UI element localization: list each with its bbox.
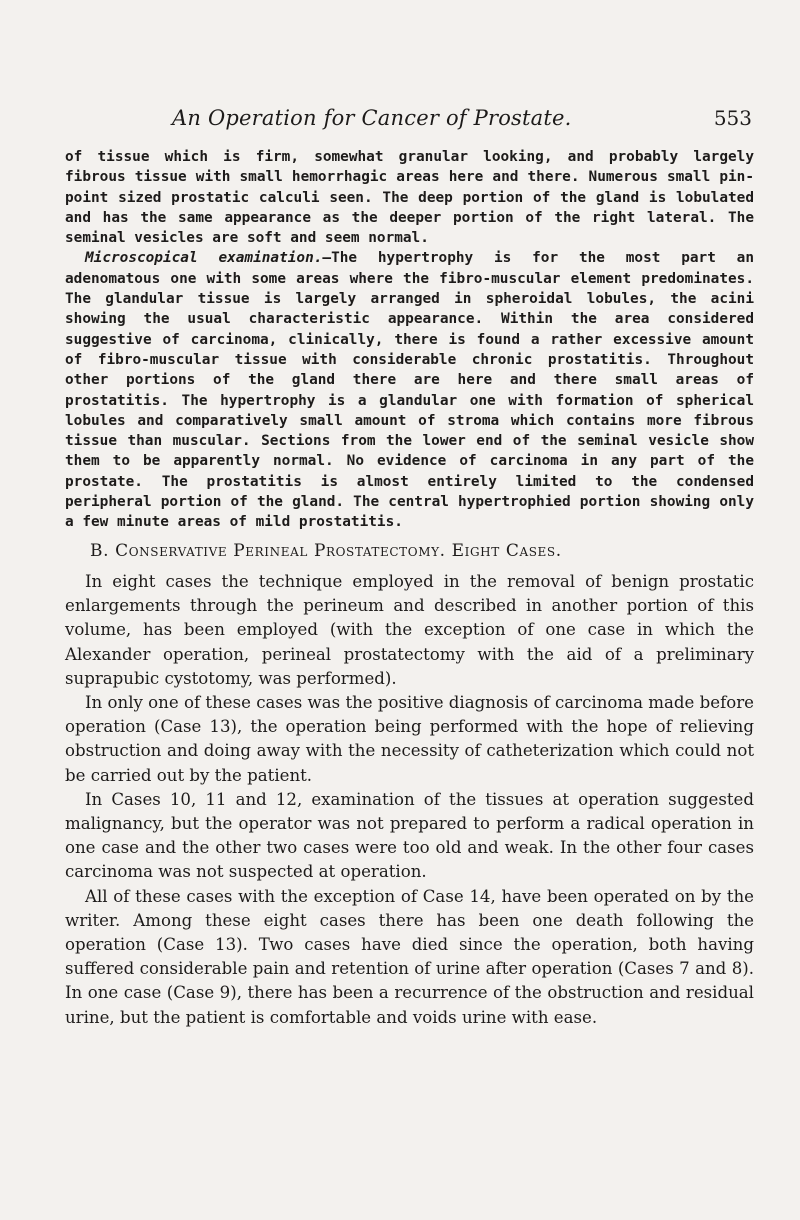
body-paragraph: In eight cases the technique employed in the removal of benign prostatic enlargements through the perineum and described in another portion of this volume, has been employed (with the exception of one case in which the Alexander operation, perineal prostatectomy with the aid of a preliminary suprapubic cystotomy, was performed). [65,572,754,688]
microscopical-text: —The hypertrophy is for the most part an adenomatous one with some areas where the fibro-muscular element predominates. The glandular tissue is largely arranged in spheroidal lobules, the acini showing the usual characteristic appearance. Within the area considered suggestive of carcinoma, clinically, there is found a rather excessive amount of fibro-muscular tissue with considerable chronic prostatitis. Throughout other portions of the gland there are here and there small areas of prostatitis. The hypertrophy is a glandular one with formation of spherical lobules and comparatively small amount of stroma which contains more fibrous tissue than muscular. Sections from the lower end of the seminal vesicle show them to be apparently normal. No evidence of carcinoma in any part of the prostate. The prostatitis is almost entirely limited to the condensed peripheral portion of the gland. The central hypertrophied portion showing only a few minute areas of mild prostatitis. [65,250,755,531]
case-report-continuation [65,147,754,533]
section-body [65,570,754,1030]
page-number: 553 [713,106,752,130]
running-head [172,106,752,134]
section-heading: B. Conservative Perineal Prostatectomy. Eight Cases. [90,541,562,561]
body-paragraph: In Cases 10, 11 and 12, examination of the tissues at operation suggested malignancy, but the operator was not prepared to perform a radical operation in one case and the other two cases were too old and weak. In the other four cases carcinoma was not suspected at operation. [65,789,754,882]
body-paragraph: In only one of these cases was the positive diagnosis of carcinoma made before operation (Case 13), the operation being performed with the hope of relieving obstruction and doing away with the necessity of catheterization which could not be carried out by the patient. [65,693,754,785]
body-paragraph: All of these cases with the exception of Case 14, have been operated on by the writer. Among these eight cases there has been one death following the operation (Case 13). Two cases have died since the operation, both having suffered considerable pain and retention of urine after operation (Cases 7 and 8). In one case (Case 9), there has been a recurrence of the obstruction and residual urine, but the patient is comfortable and voids urine with ease. [65,886,754,1027]
running-title: An Operation for Cancer of Prostate. [172,106,572,130]
microscopical-label: Microscopical examination. [85,250,323,267]
microscopical-paragraph [65,248,754,532]
gross-description-paragraph: of tissue which is firm, somewhat granular looking, and probably largely fibrous tissue with small hemorrhagic areas here and there. Numerous small pin-point sized prostatic calculi seen. The deep portion of the gland is lobulated and has the same appearance as the deeper portion of the right lateral. The seminal vesicles are soft and seem normal. [65,149,754,247]
